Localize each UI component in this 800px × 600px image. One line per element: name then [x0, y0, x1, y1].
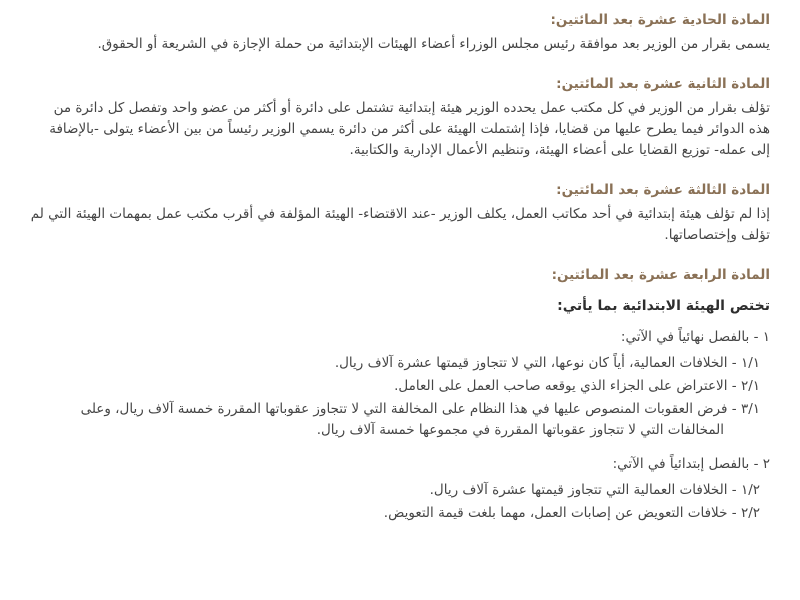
item-number: ٣/١ - — [731, 401, 760, 417]
article-section-212 — [30, 76, 770, 161]
clause-label-1: ١ - بالفصل نهائياً في الآتي: — [620, 329, 770, 345]
article-body: إذا لم تؤلف هيئة إبتدائية في أحد مكاتب العمل، يكلف الوزير -عند الاقتضاء- الهيئة المؤلفة في أقرب مكتب عمل بمهمات الهيئة التي لم تؤلف وإختصاصاتها. — [30, 206, 770, 243]
list-item — [30, 353, 770, 374]
item-number: ١/١ - — [731, 355, 760, 371]
article-body: تؤلف بقرار من الوزير في كل مكتب عمل يحدده الوزير هيئة إبتدائية تشتمل على دائرة أو أكثر من عضو واحد وتفصل كل دائرة من هذه الدوائر فيما يطرح عليها من قضايا، فإذا إشتملت الهيئة على أكثر من دائرة يسمي الوزير رئيساً من بين الأعضاء يتولى -بالإضافة إلى عمله- توزيع القضايا على أعضاء الهيئة، وتنظيم الأعمال الإدارية والكتابية. — [49, 100, 770, 158]
clause-1-items — [30, 353, 770, 441]
article-subheading: تختص الهيئة الابتدائية بما يأتي: — [557, 298, 770, 314]
item-text: الاعتراض على الجزاء الذي يوقعه صاحب العمل على العامل. — [394, 378, 728, 394]
article-heading: المادة الثانية عشرة بعد المائتين: — [556, 76, 770, 92]
list-item — [30, 480, 770, 501]
list-item — [30, 503, 770, 524]
list-item — [30, 376, 770, 397]
item-text: خلافات التعويض عن إصابات العمل، مهما بلغت قيمة التعويض. — [383, 505, 728, 521]
clause-2-items — [30, 480, 770, 524]
item-text: الخلافات العمالية، أياً كان نوعها، التي لا تتجاوز قيمتها عشرة آلاف ريال. — [334, 355, 728, 371]
article-heading: المادة الثالثة عشرة بعد المائتين: — [556, 182, 770, 198]
item-number: ٢/١ - — [731, 378, 760, 394]
list-item — [30, 399, 770, 441]
article-body: يسمى بقرار من الوزير بعد موافقة رئيس مجلس الوزراء أعضاء الهيئات الإبتدائية من حملة الإجازة في الشريعة أو الحقوق. — [97, 36, 770, 52]
article-section-214 — [30, 267, 770, 524]
article-section-213 — [30, 182, 770, 246]
item-number: ٢/٢ - — [731, 505, 760, 521]
item-number: ١/٢ - — [731, 482, 760, 498]
item-text: فرض العقوبات المنصوص عليها في هذا النظام على المخالفة التي لا تتجاوز عقوباتها المقررة خمسة آلاف ريال، وعلى المخالفات التي لا تتجاوز عقوباتها المقررة في مجموعها خمسة آلاف ريال. — [80, 401, 728, 438]
item-text: الخلافات العمالية التي تتجاوز قيمتها عشرة آلاف ريال. — [429, 482, 728, 498]
article-heading: المادة الرابعة عشرة بعد المائتين: — [551, 267, 770, 283]
article-heading: المادة الحادية عشرة بعد المائتين: — [550, 12, 770, 28]
article-section-211 — [30, 12, 770, 55]
clause-label-2: ٢ - بالفصل إبتدائياً في الآتي: — [612, 456, 770, 472]
